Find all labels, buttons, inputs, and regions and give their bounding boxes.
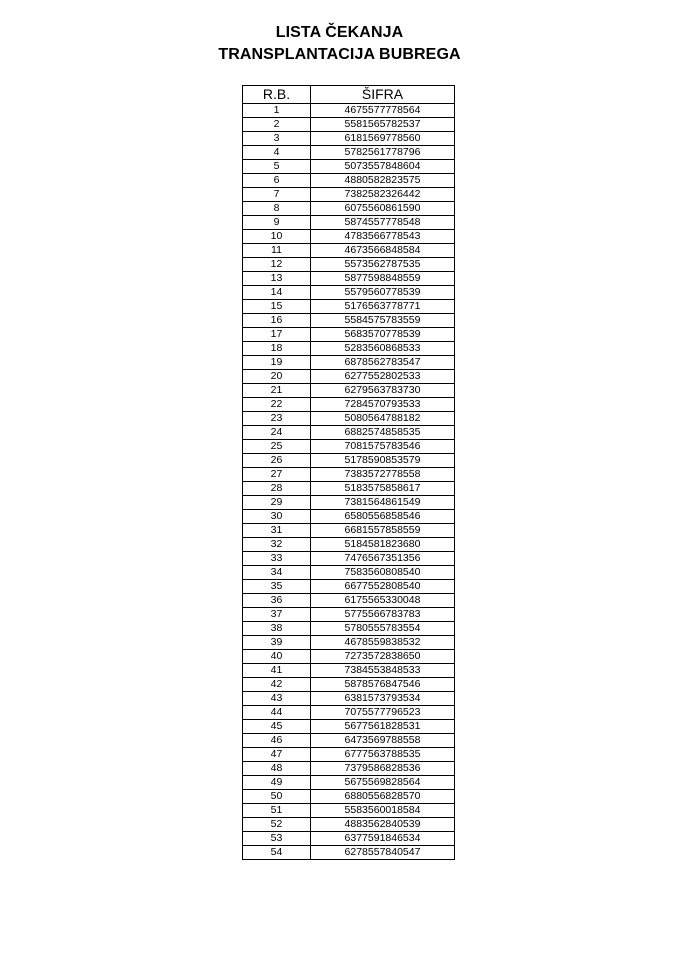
code-cell: 4783566778543 xyxy=(311,230,455,244)
table-row xyxy=(243,594,455,608)
row-number-cell: 43 xyxy=(243,692,311,706)
code-cell: 6175565330048 xyxy=(311,594,455,608)
code-cell: 5573562787535 xyxy=(311,258,455,272)
code-cell: 7384553848533 xyxy=(311,664,455,678)
table-row xyxy=(243,216,455,230)
table-row xyxy=(243,636,455,650)
row-number-cell: 30 xyxy=(243,510,311,524)
code-cell: 6882574858535 xyxy=(311,426,455,440)
table-row xyxy=(243,622,455,636)
table-row xyxy=(243,762,455,776)
row-number-cell: 9 xyxy=(243,216,311,230)
code-cell: 7583560808540 xyxy=(311,566,455,580)
code-cell: 4883562840539 xyxy=(311,818,455,832)
table-row xyxy=(243,468,455,482)
table-row xyxy=(243,412,455,426)
table-row xyxy=(243,482,455,496)
code-cell: 6377591846534 xyxy=(311,832,455,846)
table-header-row xyxy=(243,86,455,104)
table-row xyxy=(243,790,455,804)
code-cell: 4673566848584 xyxy=(311,244,455,258)
code-cell: 7381564861549 xyxy=(311,496,455,510)
table-row xyxy=(243,132,455,146)
table-row xyxy=(243,104,455,118)
row-number-cell: 15 xyxy=(243,300,311,314)
table-row xyxy=(243,384,455,398)
table-row xyxy=(243,524,455,538)
row-number-cell: 47 xyxy=(243,748,311,762)
table-row xyxy=(243,804,455,818)
row-number-cell: 28 xyxy=(243,482,311,496)
row-number-cell: 41 xyxy=(243,664,311,678)
row-number-cell: 7 xyxy=(243,188,311,202)
row-number-cell: 6 xyxy=(243,174,311,188)
table-row xyxy=(243,174,455,188)
table-row xyxy=(243,650,455,664)
row-number-cell: 46 xyxy=(243,734,311,748)
table-row xyxy=(243,818,455,832)
code-cell: 5183575858617 xyxy=(311,482,455,496)
table-row xyxy=(243,748,455,762)
code-cell: 5579560778539 xyxy=(311,286,455,300)
table-row xyxy=(243,678,455,692)
code-cell: 6473569788558 xyxy=(311,734,455,748)
code-cell: 5584575783559 xyxy=(311,314,455,328)
table-row xyxy=(243,300,455,314)
row-number-cell: 13 xyxy=(243,272,311,286)
table-row xyxy=(243,496,455,510)
code-cell: 5581565782537 xyxy=(311,118,455,132)
code-cell: 6777563788535 xyxy=(311,748,455,762)
row-number-cell: 31 xyxy=(243,524,311,538)
table-row xyxy=(243,356,455,370)
table-row xyxy=(243,440,455,454)
row-number-cell: 10 xyxy=(243,230,311,244)
table-row xyxy=(243,426,455,440)
code-cell: 6277552802533 xyxy=(311,370,455,384)
table-row xyxy=(243,692,455,706)
table-row xyxy=(243,146,455,160)
row-number-cell: 5 xyxy=(243,160,311,174)
table-row xyxy=(243,286,455,300)
table-row xyxy=(243,776,455,790)
table-row xyxy=(243,230,455,244)
table-row xyxy=(243,314,455,328)
table-row xyxy=(243,538,455,552)
code-cell: 6580556858546 xyxy=(311,510,455,524)
code-cell: 5683570778539 xyxy=(311,328,455,342)
row-number-cell: 50 xyxy=(243,790,311,804)
row-number-cell: 33 xyxy=(243,552,311,566)
row-number-cell: 40 xyxy=(243,650,311,664)
row-number-cell: 35 xyxy=(243,580,311,594)
row-number-cell: 44 xyxy=(243,706,311,720)
table-row xyxy=(243,188,455,202)
code-cell: 5080564788182 xyxy=(311,412,455,426)
table-row xyxy=(243,846,455,860)
code-cell: 6279563783730 xyxy=(311,384,455,398)
code-cell: 6181569778560 xyxy=(311,132,455,146)
row-number-cell: 3 xyxy=(243,132,311,146)
row-number-cell: 29 xyxy=(243,496,311,510)
row-number-cell: 36 xyxy=(243,594,311,608)
row-number-cell: 11 xyxy=(243,244,311,258)
row-number-cell: 2 xyxy=(243,118,311,132)
column-header-code: ŠIFRA xyxy=(311,86,455,104)
row-number-cell: 14 xyxy=(243,286,311,300)
row-number-cell: 37 xyxy=(243,608,311,622)
code-cell: 6278557840547 xyxy=(311,846,455,860)
row-number-cell: 49 xyxy=(243,776,311,790)
code-cell: 7075577796523 xyxy=(311,706,455,720)
code-cell: 5283560868533 xyxy=(311,342,455,356)
table-row xyxy=(243,720,455,734)
row-number-cell: 18 xyxy=(243,342,311,356)
row-number-cell: 52 xyxy=(243,818,311,832)
code-cell: 7382582326442 xyxy=(311,188,455,202)
row-number-cell: 12 xyxy=(243,258,311,272)
code-cell: 7476567351356 xyxy=(311,552,455,566)
code-cell: 6677552808540 xyxy=(311,580,455,594)
row-number-cell: 1 xyxy=(243,104,311,118)
column-header-rb: R.B. xyxy=(243,86,311,104)
row-number-cell: 51 xyxy=(243,804,311,818)
row-number-cell: 45 xyxy=(243,720,311,734)
table-row xyxy=(243,118,455,132)
table-row xyxy=(243,160,455,174)
row-number-cell: 25 xyxy=(243,440,311,454)
table-row xyxy=(243,832,455,846)
page-title: LISTA ČEKANJA xyxy=(275,24,404,41)
row-number-cell: 34 xyxy=(243,566,311,580)
table-row xyxy=(243,734,455,748)
row-number-cell: 32 xyxy=(243,538,311,552)
row-number-cell: 8 xyxy=(243,202,311,216)
table-row xyxy=(243,258,455,272)
code-cell: 5675569828564 xyxy=(311,776,455,790)
table-row xyxy=(243,510,455,524)
row-number-cell: 38 xyxy=(243,622,311,636)
code-cell: 5677561828531 xyxy=(311,720,455,734)
row-number-cell: 53 xyxy=(243,832,311,846)
code-cell: 4678559838532 xyxy=(311,636,455,650)
code-cell: 6381573793534 xyxy=(311,692,455,706)
row-number-cell: 54 xyxy=(243,846,311,860)
row-number-cell: 39 xyxy=(243,636,311,650)
row-number-cell: 42 xyxy=(243,678,311,692)
row-number-cell: 19 xyxy=(243,356,311,370)
table-body xyxy=(243,104,455,860)
code-cell: 5878576847546 xyxy=(311,678,455,692)
code-cell: 5073557848604 xyxy=(311,160,455,174)
code-cell: 7273572838650 xyxy=(311,650,455,664)
code-cell: 5874557778548 xyxy=(311,216,455,230)
page-subtitle: TRANSPLANTACIJA BUBREGA xyxy=(218,46,461,63)
table-row xyxy=(243,370,455,384)
code-cell: 4675577778564 xyxy=(311,104,455,118)
code-cell: 5877598848559 xyxy=(311,272,455,286)
table-row xyxy=(243,328,455,342)
table-row xyxy=(243,706,455,720)
row-number-cell: 48 xyxy=(243,762,311,776)
code-cell: 5782561778796 xyxy=(311,146,455,160)
code-cell: 6075560861590 xyxy=(311,202,455,216)
code-cell: 5780555783554 xyxy=(311,622,455,636)
row-number-cell: 22 xyxy=(243,398,311,412)
table-row xyxy=(243,398,455,412)
code-cell: 7081575783546 xyxy=(311,440,455,454)
code-cell: 5583560018584 xyxy=(311,804,455,818)
code-cell: 4880582823575 xyxy=(311,174,455,188)
waiting-list-table xyxy=(242,85,455,860)
code-cell: 7379586828536 xyxy=(311,762,455,776)
code-cell: 7383572778558 xyxy=(311,468,455,482)
code-cell: 5184581823680 xyxy=(311,538,455,552)
code-cell: 6681557858559 xyxy=(311,524,455,538)
table-row xyxy=(243,202,455,216)
row-number-cell: 27 xyxy=(243,468,311,482)
table-row xyxy=(243,608,455,622)
code-cell: 5176563778771 xyxy=(311,300,455,314)
table-row xyxy=(243,454,455,468)
row-number-cell: 20 xyxy=(243,370,311,384)
table-row xyxy=(243,272,455,286)
code-cell: 5178590853579 xyxy=(311,454,455,468)
code-cell: 6880556828570 xyxy=(311,790,455,804)
table-row xyxy=(243,342,455,356)
row-number-cell: 16 xyxy=(243,314,311,328)
table-row xyxy=(243,552,455,566)
row-number-cell: 26 xyxy=(243,454,311,468)
table-row xyxy=(243,580,455,594)
row-number-cell: 24 xyxy=(243,426,311,440)
row-number-cell: 17 xyxy=(243,328,311,342)
table-row xyxy=(243,664,455,678)
code-cell: 7284570793533 xyxy=(311,398,455,412)
row-number-cell: 21 xyxy=(243,384,311,398)
code-cell: 5775566783783 xyxy=(311,608,455,622)
table-row xyxy=(243,566,455,580)
code-cell: 6878562783547 xyxy=(311,356,455,370)
table-row xyxy=(243,244,455,258)
row-number-cell: 23 xyxy=(243,412,311,426)
row-number-cell: 4 xyxy=(243,146,311,160)
